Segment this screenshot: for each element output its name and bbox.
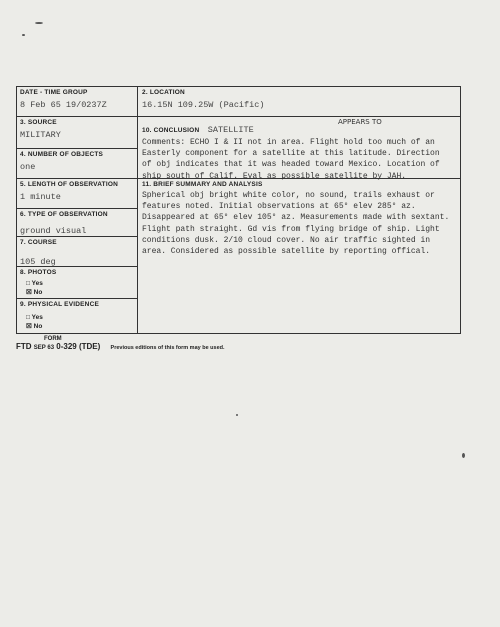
number-objects-cell bbox=[17, 149, 137, 179]
course-header: 7. COURSE bbox=[20, 239, 57, 246]
physical-evidence-cell bbox=[17, 299, 137, 333]
location-header: 2. LOCATION bbox=[142, 89, 185, 96]
type-observation-value: ground visual bbox=[20, 226, 87, 236]
course-value: 105 deg bbox=[20, 257, 56, 267]
source-value: MILITARY bbox=[20, 130, 61, 140]
brief-summary-text: Spherical obj bright white color, no sound, trails exhaust or features noted. Initial observations at 65° elev 285° az. Disappeared at 65° elev 105° az. Measurements made with sextant. Flight path straight. Gd vis from flying bridge of ship. Light conditions dusk. 2/10 cloud cover. No air traffic sighted in area. Considered as possible satellite by reporting offical. bbox=[142, 191, 450, 257]
length-observation-value: 1 minute bbox=[20, 192, 61, 202]
number-objects-header: 4. NUMBER OF OBJECTS bbox=[20, 151, 104, 158]
type-observation-header: 6. TYPE OF OBSERVATION bbox=[20, 211, 108, 218]
scan-speck bbox=[22, 34, 25, 36]
evidence-yes-label: Yes bbox=[31, 314, 43, 321]
length-observation-header: 5. LENGTH OF OBSERVATION bbox=[20, 181, 118, 188]
brief-summary-header: 11. BRIEF SUMMARY AND ANALYSIS bbox=[142, 181, 263, 188]
photos-no-option: ☒ No bbox=[26, 289, 43, 296]
course-cell bbox=[17, 237, 137, 267]
footer-form-date: SEP 63 bbox=[33, 345, 55, 351]
number-objects-value: one bbox=[20, 162, 36, 172]
conclusion-cell bbox=[138, 117, 460, 179]
physical-evidence-header: 9. PHYSICAL EVIDENCE bbox=[20, 301, 100, 308]
photos-header: 8. PHOTOS bbox=[20, 269, 57, 276]
scan-speck bbox=[236, 414, 238, 416]
comments-text: Comments: ECHO I & II not in area. Flight hold too much of an Easterly component for a satellite at this latitude. Direction of obj indicates that it was headed toward Mexico. Location of ship south of Calif. Eval as possible satellite by JAH. bbox=[142, 138, 440, 181]
footer-form-id: FTD bbox=[16, 342, 32, 351]
photos-yes-label: Yes bbox=[31, 280, 43, 287]
evidence-no-label: No bbox=[33, 323, 43, 330]
photos-no-label: No bbox=[33, 289, 43, 296]
location-cell bbox=[138, 87, 460, 117]
date-time-value: 8 Feb 65 19/0237Z bbox=[20, 100, 107, 110]
date-time-cell bbox=[17, 87, 137, 117]
photos-yes-option: □ Yes bbox=[26, 280, 43, 287]
conclusion-value: SATELLITE bbox=[207, 125, 254, 135]
handwritten-annotation: APPEARS TO bbox=[338, 118, 382, 126]
brief-summary-cell bbox=[138, 179, 460, 333]
report-form bbox=[16, 86, 461, 334]
conclusion-header: 10. CONCLUSION bbox=[142, 127, 200, 134]
form-footer bbox=[16, 336, 225, 351]
source-header: 3. SOURCE bbox=[20, 119, 57, 126]
location-value: 16.15N 109.25W (Pacific) bbox=[142, 100, 265, 110]
scan-speck bbox=[462, 453, 465, 458]
evidence-no-option: ☒ No bbox=[26, 323, 43, 330]
left-column bbox=[17, 87, 138, 333]
footer-note: Previous editions of this form may be used. bbox=[110, 345, 225, 351]
footer-form-number: 0-329 (TDE) bbox=[56, 342, 101, 351]
date-time-header: DATE - TIME GROUP bbox=[20, 89, 88, 96]
type-observation-cell bbox=[17, 209, 137, 237]
length-observation-cell bbox=[17, 179, 137, 209]
source-cell bbox=[17, 117, 137, 149]
evidence-yes-option: □ Yes bbox=[26, 314, 43, 321]
scan-speck bbox=[35, 22, 43, 24]
photos-cell bbox=[17, 267, 137, 299]
footer-form-label: FORM bbox=[44, 336, 62, 342]
